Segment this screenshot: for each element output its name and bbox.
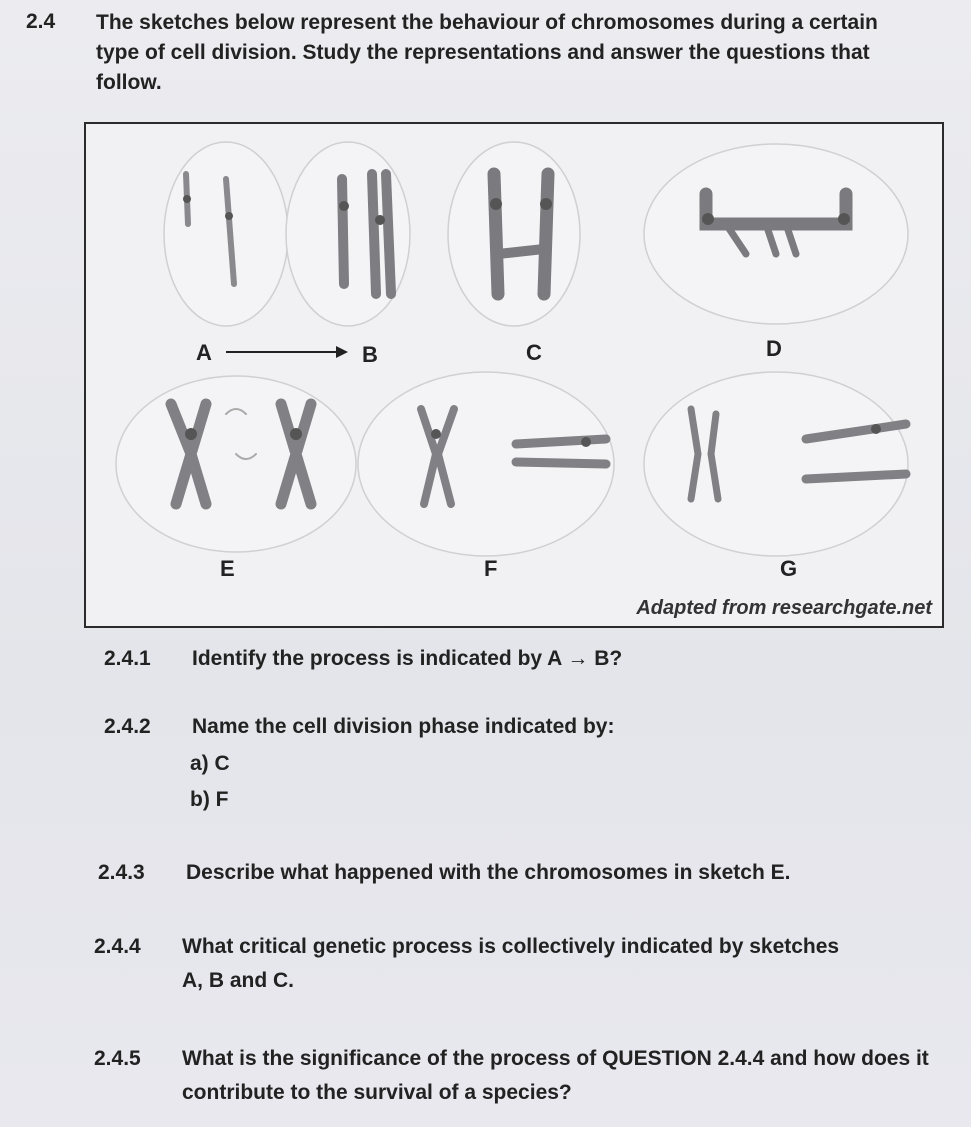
figure-source: Adapted from researchgate.net — [636, 597, 932, 619]
subquestion-number: 2.4.1 — [104, 647, 151, 670]
label-e: E — [220, 556, 235, 581]
subquestion-text: Identify the process is indicated by A → B? — [192, 647, 623, 670]
question-intro: The sketches below represent the behaviour of chromosomes during a certain type of cell division. Study the representations and answer the questions that follow. — [96, 11, 878, 94]
subquestion-part-a: a) C — [190, 752, 230, 775]
label-f: F — [484, 556, 498, 581]
subquestion-number: 2.4.5 — [94, 1047, 141, 1070]
label-b: B — [362, 342, 378, 367]
question-number: 2.4 — [26, 10, 56, 33]
label-d: D — [766, 336, 782, 361]
subquestion-part-b: b) F — [190, 788, 229, 811]
subquestion-text: What critical genetic process is collectively indicated by sketches A, B and C. — [182, 935, 840, 992]
label-c: C — [526, 340, 542, 365]
cell-d — [644, 144, 908, 324]
figure-drawing — [86, 124, 942, 626]
label-g: G — [780, 556, 798, 581]
cell-g — [644, 372, 908, 556]
subquestion-number: 2.4.2 — [104, 715, 151, 738]
cell-a — [164, 142, 288, 326]
chromosome-figure — [84, 122, 944, 628]
subquestion-number: 2.4.4 — [94, 935, 141, 958]
subquestion-text: Name the cell division phase indicated by: — [192, 715, 615, 738]
cell-c — [448, 142, 580, 326]
arrow-a-to-b — [226, 346, 348, 358]
subquestion-text: What is the significance of the process of QUESTION 2.4.4 and how does it contribute to the survival of a species? — [182, 1047, 929, 1104]
subquestion-number: 2.4.3 — [98, 861, 145, 884]
cell-e — [116, 376, 356, 552]
label-a: A — [196, 340, 212, 365]
subquestion-text: Describe what happened with the chromosomes in sketch E. — [186, 861, 791, 884]
